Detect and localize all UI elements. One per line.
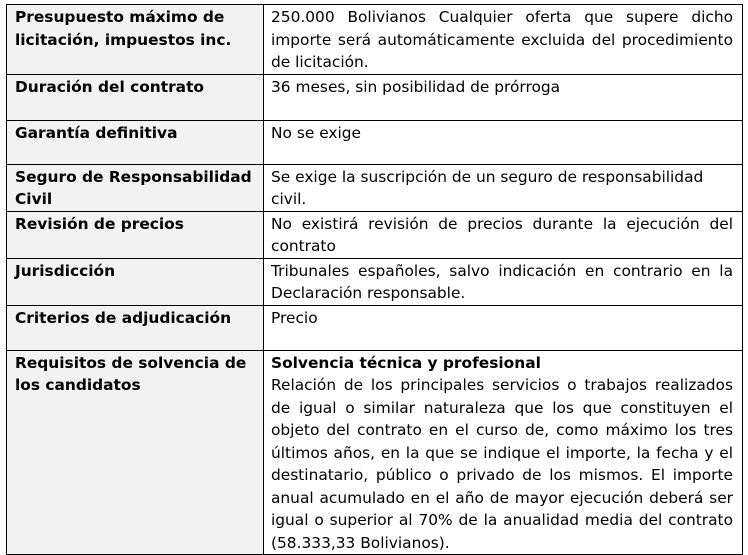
row-value: 250.000 Bolivianos Cualquier oferta que supere dicho importe será automáticamente excluida del procedimiento de licitación. [264, 5, 743, 75]
row-label: Duración del contrato [7, 74, 264, 120]
table-row [7, 258, 743, 305]
row-label: Criterios de adjudicación [7, 305, 264, 350]
row-label: Garantía definitiva [7, 120, 264, 164]
table-row [7, 305, 743, 350]
table-row [7, 164, 743, 211]
row-label: Revisión de precios [7, 211, 264, 258]
row-label: Jurisdicción [7, 258, 264, 305]
sub-heading: Solvencia técnica y profesional [271, 353, 541, 372]
row-label: Seguro de Responsabilidad Civil [7, 164, 264, 211]
row-value: Tribunales españoles, salvo indicación en contrario en la Declaración responsable. [264, 258, 743, 305]
row-value-cell [264, 350, 743, 555]
table-row [7, 120, 743, 164]
table-row [7, 5, 743, 75]
contract-conditions-table [6, 4, 743, 555]
row-value: Relación de los principales servicios o trabajos realizados de igual o similar naturaleza que los que constituyen el objeto del contrato en el curso de, como máximo los tres últimos años, en la que se indique el importe, la fecha y el destinatario, público o privado de los mismos. El importe anual acumulado en el año de mayor ejecución deberá ser igual o superior al 70% de la anualidad media del contrato (58.333,33 Bolivianos). [271, 376, 733, 552]
row-value: No se exige [264, 120, 743, 164]
row-value: Precio [264, 305, 743, 350]
row-value: 36 meses, sin posibilidad de prórroga [264, 74, 743, 120]
table-row [7, 211, 743, 258]
table-row [7, 74, 743, 120]
row-label: Presupuesto máximo de licitación, impuestos inc. [7, 5, 264, 75]
row-value: No existirá revisión de precios durante la ejecución del contrato [264, 211, 743, 258]
row-label: Requisitos de solvencia de los candidatos [7, 350, 264, 555]
table-row [7, 350, 743, 555]
row-value: Se exige la suscripción de un seguro de responsabilidad civil. [264, 164, 743, 211]
